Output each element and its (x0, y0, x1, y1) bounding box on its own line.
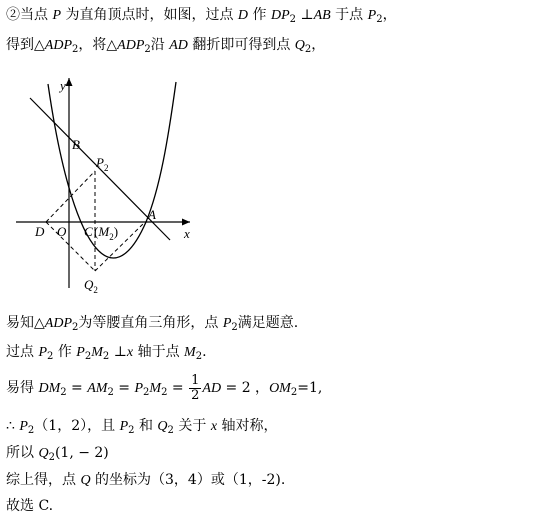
var: ADP (117, 38, 145, 53)
text: 的坐标为（3，4）或（1，-2). (90, 472, 286, 488)
label-p2: $P_2$ (96, 155, 109, 173)
subscript: 2 (195, 351, 203, 362)
subscript: 2 (167, 425, 174, 436)
var: Q (157, 419, 168, 434)
solution-line-6 (6, 471, 285, 490)
var: M (149, 381, 162, 396)
var: AD (202, 381, 222, 396)
text: ，将△ (78, 37, 118, 53)
denominator: 2 (191, 387, 200, 403)
solution-line-5 (6, 444, 109, 463)
var: P (222, 316, 232, 331)
subscript: 2 (48, 452, 55, 463)
text: 易知△ (6, 315, 45, 331)
var: M (91, 345, 103, 360)
var: DP (270, 8, 290, 23)
subscript: 2 (72, 322, 79, 333)
var: P (38, 345, 48, 360)
text: 综上得，点 (6, 472, 81, 488)
label-o: O (57, 224, 67, 239)
subscript: 2 (231, 322, 238, 333)
subscript: 2 (107, 387, 114, 398)
var: AB (313, 8, 331, 23)
text: ②当点 (6, 7, 53, 23)
var: P (19, 419, 28, 434)
var: ADP (44, 38, 72, 53)
label-x: x (184, 226, 190, 241)
text: 为等腰直角三角形，点 (78, 315, 223, 331)
subscript: 2 (128, 425, 135, 436)
fraction-one-half (189, 374, 201, 403)
text: = (113, 380, 135, 396)
dashed-construction (46, 171, 145, 271)
text: 翻折即可得到点 (187, 37, 295, 53)
label-q2: $Q_2$ (84, 277, 98, 295)
dashed-dp2 (46, 171, 95, 222)
text: 故选 C. (6, 498, 54, 514)
text: ， (382, 7, 397, 23)
text: 得到△ (6, 37, 45, 53)
var: M (184, 345, 196, 360)
label-a: A (148, 207, 156, 222)
text: 轴于点 (133, 344, 185, 360)
var: P (134, 381, 144, 396)
var: P (52, 8, 62, 23)
text: 过点 (6, 344, 39, 360)
text: 和 (134, 418, 158, 434)
subscript: 2 (161, 387, 168, 398)
label-b: B (72, 137, 80, 152)
var: ADP (44, 316, 72, 331)
subscript: 2 (376, 14, 383, 25)
var: DM (38, 381, 61, 396)
label-m2: $(M_2)$ (94, 224, 119, 242)
solution-line-2 (6, 343, 207, 362)
subscript: 2 (27, 425, 35, 436)
text: ⊥ (109, 344, 127, 360)
numerator: 1 (191, 372, 200, 388)
solution-line-7 (6, 497, 53, 515)
var: OM (269, 381, 291, 396)
var: Q (38, 446, 49, 461)
solution-line-1 (6, 314, 298, 333)
solution-line-3 (6, 372, 322, 405)
text: 于点 (330, 7, 368, 23)
text: 为直角顶点时，如图，过点 (61, 7, 238, 23)
var: P (76, 345, 85, 360)
text: 易得 (6, 380, 39, 396)
subscript: 2 (47, 351, 54, 362)
x-axis-arrow (182, 219, 190, 226)
label-c: C (84, 224, 93, 239)
solution-line-4 (6, 417, 277, 436)
subscript: 2 (60, 387, 67, 398)
text: = 2 ， (221, 380, 270, 396)
subscript: 2 (102, 351, 110, 362)
var: D (237, 8, 249, 23)
text: ， (311, 37, 326, 53)
text: ⊥ (296, 7, 314, 23)
var: x (126, 345, 134, 360)
text: 满足题意. (237, 315, 299, 331)
text: = (167, 380, 189, 396)
var: Q (80, 473, 91, 488)
subscript: 2 (72, 44, 79, 55)
text: ∴ (6, 418, 20, 434)
y-axis-arrow (66, 78, 73, 86)
subscript: 2 (289, 14, 296, 25)
subscript: 2 (290, 387, 298, 398)
var: AM (87, 381, 108, 396)
text: 作 (248, 7, 271, 23)
text: 关于 (173, 418, 211, 434)
text: 沿 (150, 37, 170, 53)
subscript: 2 (143, 387, 150, 398)
text: . (202, 344, 207, 360)
var: x (210, 419, 218, 434)
text: = (66, 380, 88, 396)
text: (1, − 2) (54, 445, 109, 461)
text: =1, (297, 380, 323, 396)
label-y: y (60, 78, 66, 93)
label-d: D (35, 224, 45, 239)
subscript: 2 (144, 44, 151, 55)
var: Q (294, 38, 305, 53)
var: P (367, 8, 377, 23)
text: 作 (53, 344, 77, 360)
var: AD (169, 38, 188, 53)
subscript: 2 (84, 351, 92, 362)
text: 轴对称， (217, 418, 278, 434)
subscript: 2 (304, 44, 312, 55)
var: P (119, 419, 129, 434)
text: （1，2），且 (34, 418, 120, 434)
text: 所以 (6, 445, 39, 461)
